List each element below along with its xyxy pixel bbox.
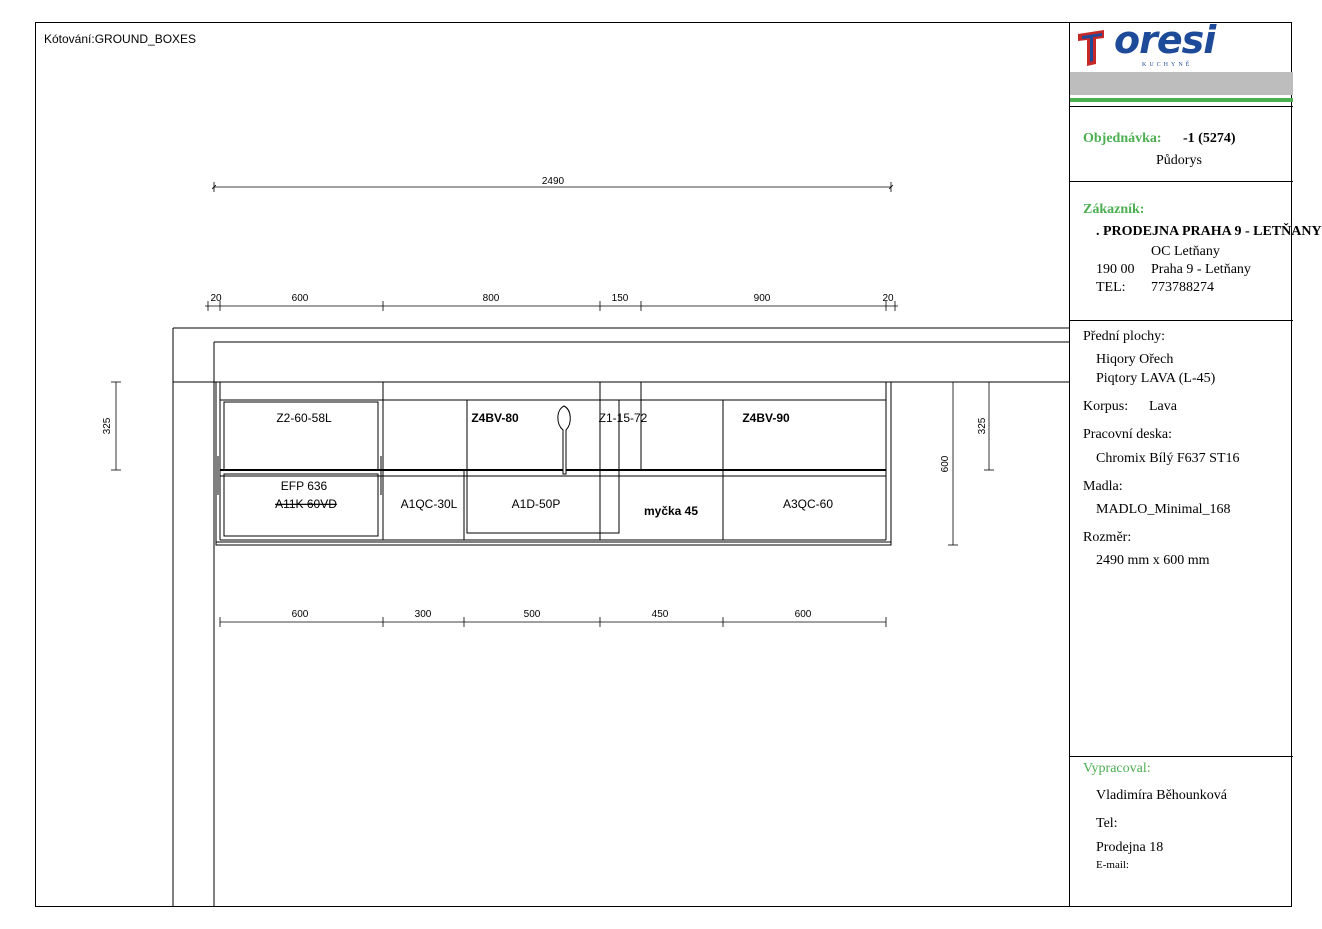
dim-label: 600 <box>940 455 951 473</box>
gray-stripe <box>1070 72 1293 95</box>
size-value: 2490 mm x 600 mm <box>1096 553 1210 568</box>
dimension-layer-label: Kótování:GROUND_BOXES <box>44 32 197 46</box>
order-block <box>1070 106 1293 182</box>
brand-name: oresi <box>1114 18 1216 62</box>
cabinet-label: A1D-50P <box>511 497 561 511</box>
dim-label: 450 <box>651 609 669 620</box>
handles-label: Madla: <box>1083 479 1123 494</box>
author-block <box>1070 757 1293 907</box>
title-block <box>1069 18 1322 907</box>
tel-label: TEL: <box>1096 280 1126 295</box>
dim-label: 300 <box>414 609 432 620</box>
cabinet-label: Z4BV-80 <box>471 411 519 425</box>
front-label: Přední plochy: <box>1083 329 1166 344</box>
cabinet-label: A1QC-30L <box>400 497 458 511</box>
dimension-lines <box>111 182 994 627</box>
dim-label: 600 <box>291 609 309 620</box>
customer-zip: 190 00 <box>1096 262 1135 277</box>
cabinet-label: A3QC-60 <box>782 497 834 511</box>
customer-block <box>1070 182 1322 321</box>
author-tel: Tel: <box>1096 816 1118 831</box>
cabinet-label: myčka 45 <box>643 504 699 518</box>
cabinet-label: Z4BV-90 <box>742 411 790 425</box>
desk-value: Chromix Bílý F637 ST16 <box>1096 451 1240 466</box>
cabinet-label: A11K 60VD <box>275 497 337 511</box>
brand-subtitle: KUCHYNĚ <box>1142 62 1193 68</box>
dim-label: 600 <box>291 293 309 304</box>
author-label: Vypracoval: <box>1083 761 1151 776</box>
order-type: Půdorys <box>1156 153 1202 168</box>
author-email: E-mail: <box>1096 859 1129 871</box>
dim-label: 800 <box>482 293 500 304</box>
logo-block <box>1070 18 1293 106</box>
size-label: Rozměr: <box>1083 530 1132 545</box>
dim-label: 20 <box>210 293 222 304</box>
order-value: -1 (5274) <box>1183 131 1236 146</box>
customer-name: . PRODEJNA PRAHA 9 - LETŇANY <box>1096 224 1322 239</box>
front-value-2: Piqtory LAVA (L-45) <box>1096 371 1216 386</box>
green-stripe <box>1070 98 1293 102</box>
cabinet-run <box>216 382 891 545</box>
author-name: Vladimíra Běhounková <box>1096 788 1228 803</box>
customer-place: OC Letňany <box>1151 244 1220 259</box>
tel-value: 773788274 <box>1151 280 1214 295</box>
dim-total: 2490 <box>541 176 565 187</box>
desk-label: Pracovní deska: <box>1083 427 1173 442</box>
faucet-icon <box>558 406 570 474</box>
dim-label: 500 <box>523 609 541 620</box>
dim-label: 325 <box>102 417 113 435</box>
cabinet-label: Z1-15-72 <box>598 411 648 425</box>
order-label: Objednávka: <box>1083 131 1162 146</box>
dim-label: 150 <box>611 293 629 304</box>
dim-label: 325 <box>977 417 988 435</box>
front-value-1: Hiqory Ořech <box>1096 352 1174 367</box>
cabinet-label: Z2-60-58L <box>276 411 332 425</box>
specs-block <box>1070 321 1293 757</box>
handles-value: MADLO_Minimal_168 <box>1096 502 1231 517</box>
dim-label: 600 <box>794 609 812 620</box>
customer-label: Zákazník: <box>1083 202 1145 217</box>
korpus-value: Lava <box>1149 399 1177 414</box>
dim-label: 20 <box>882 293 894 304</box>
dim-label: 900 <box>753 293 771 304</box>
korpus-label: Korpus: <box>1083 399 1129 414</box>
customer-city: Praha 9 - Letňany <box>1151 262 1251 277</box>
cabinet-label: EFP 636 <box>280 479 328 493</box>
author-shop: Prodejna 18 <box>1096 840 1164 855</box>
